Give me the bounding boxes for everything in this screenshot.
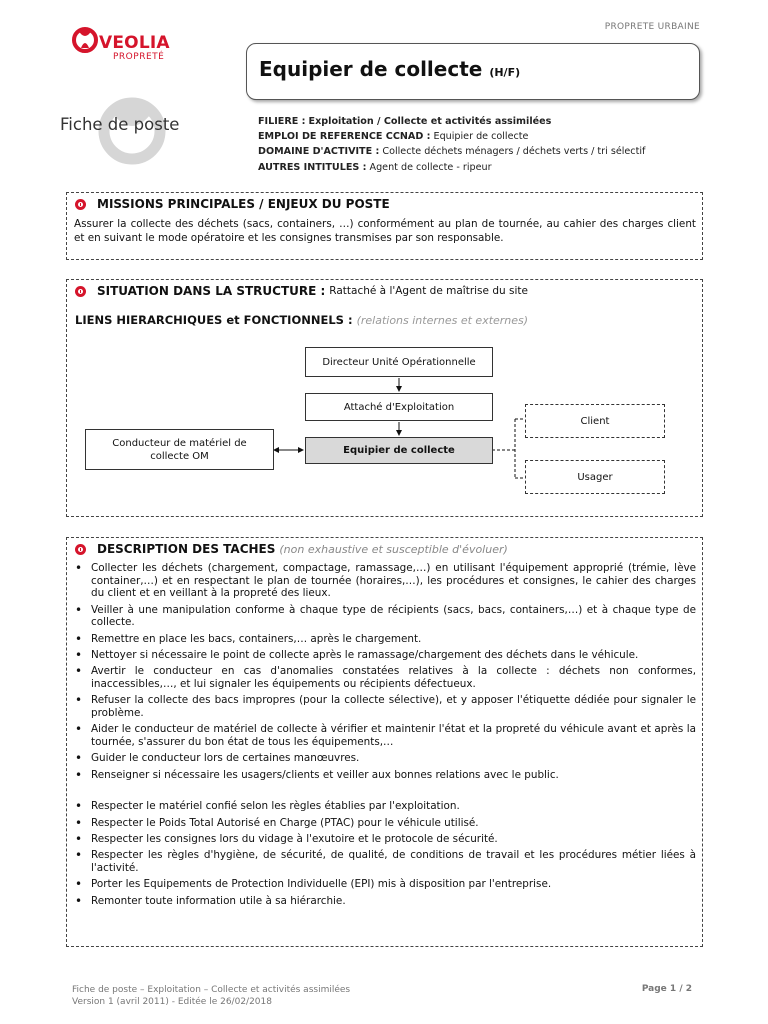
- emploi-label: EMPLOI DE REFERENCE CCNAD :: [258, 131, 431, 143]
- job-title-suffix: (H/F): [489, 66, 521, 79]
- structure-heading-value: Rattaché à l'Agent de maîtrise du site: [329, 285, 528, 297]
- list-item: • Avertir le conducteur en cas d'anomalies constatées relatives à la collecte : déchets non conformes, inaccessibles,…, et lui signaler les équipements ou récipients défectueux.: [74, 665, 696, 690]
- org-node-client: Client: [525, 404, 665, 438]
- org-node-usager: Usager: [525, 460, 665, 494]
- taches-note: (non exhaustive et susceptible d'évoluer): [279, 542, 508, 556]
- section-bullet-icon: [75, 544, 86, 555]
- list-item: • Aider le conducteur de matériel de collecte à vérifier et maintenir l'état et la propreté du véhicule avant et après la tournée, s'assurer du bon état de tous les équipements,…: [74, 723, 696, 748]
- header-info: [258, 114, 645, 175]
- taches-heading: [75, 542, 508, 556]
- list-item: • Remonter toute information utile à sa hiérarchie.: [74, 895, 696, 908]
- autres-label: AUTRES INTITULES :: [258, 161, 367, 173]
- structure-section: [66, 279, 703, 517]
- veolia-logo: [72, 26, 202, 66]
- missions-section: [66, 192, 703, 260]
- taches-section: [66, 537, 703, 947]
- top-label: PROPRETE URBAINE: [604, 22, 700, 32]
- list-item: • Respecter les règles d'hygiène, de sécurité, de qualité, de conditions de travail et les procédures métier liées à l'activité.: [74, 849, 696, 874]
- filiere-line: [258, 114, 645, 129]
- logo-sub: PROPRETÉ: [113, 52, 165, 62]
- page-number: Page 1 / 2: [641, 984, 692, 994]
- domaine-line: [258, 144, 645, 159]
- list-item: • Renseigner si nécessaire les usagers/clients et veiller aux bonnes relations avec le public.: [74, 769, 696, 782]
- org-node-attache: Attaché d'Exploitation: [305, 393, 493, 421]
- missions-heading-text: MISSIONS PRINCIPALES / ENJEUX DU POSTE: [97, 197, 390, 211]
- logo-name: VEOLIA: [99, 33, 170, 53]
- veolia-logo-icon: [72, 26, 98, 56]
- filiere-value: Exploitation / Collecte et activités assimilées: [308, 116, 552, 127]
- autres-value: Agent de collecte - ripeur: [369, 161, 492, 173]
- org-chart: [67, 280, 704, 518]
- list-item: • Veiller à une manipulation conforme à chaque type de récipients (sacs, bacs, containers,…) et à chaque type de collecte.: [74, 604, 696, 629]
- missions-text: Assurer la collecte des déchets (sacs, containers, …) conformément au plan de tournée, au cahier des charges client et en suivant le mode opératoire et les consignes transmises par son responsable.: [74, 218, 696, 244]
- filiere-label: FILIERE :: [258, 116, 306, 127]
- footer: [72, 984, 350, 1008]
- emploi-value: Equipier de collecte: [433, 131, 529, 143]
- list-item: • Respecter le Poids Total Autorisé en Charge (PTAC) pour le véhicule utilisé.: [74, 817, 696, 830]
- domaine-label: DOMAINE D'ACTIVITE :: [258, 146, 380, 158]
- list-item: • Nettoyer si nécessaire le point de collecte après le ramassage/chargement des déchets dans le véhicule.: [74, 649, 696, 662]
- missions-heading: [75, 197, 390, 211]
- taches-heading-text: DESCRIPTION DES TACHES: [97, 542, 276, 556]
- job-title-text: Equipier de collecte: [259, 57, 483, 81]
- liens-label: LIENS HIERARCHIQUES et FONCTIONNELS :: [75, 313, 353, 327]
- autres-line: [258, 160, 645, 175]
- list-item: • Porter les Equipements de Protection Individuelle (EPI) mis à disposition par l'entreprise.: [74, 878, 696, 891]
- list-item: • Refuser la collecte des bacs impropres (pour la collecte sélective), et y apposer l'étiquette dédiée pour signaler le problème.: [74, 694, 696, 719]
- list-item: • Guider le conducteur lors de certaines manœuvres.: [74, 752, 696, 765]
- list-item: • Collecter les déchets (chargement, compactage, ramassage,…) en utilisant l'équipement approprié (trémie, lève container,…) et en respectant le plan de tournée (horaires,…), les procédures et consignes, le cahier des charges du client et en veillant à la propreté des lieux.: [74, 562, 696, 600]
- fiche-title: Fiche de poste: [60, 115, 180, 134]
- emploi-line: [258, 129, 645, 144]
- list-item: • Respecter les consignes lors du vidage à l'exutoire et le protocole de sécurité.: [74, 833, 696, 846]
- footer-line-2: Version 1 (avril 2011) - Editée le 26/02/2018: [72, 997, 272, 1007]
- org-node-equipier: Equipier de collecte: [305, 437, 493, 464]
- list-item: • Remettre en place les bacs, containers,… après le chargement.: [74, 633, 696, 646]
- domaine-value: Collecte déchets ménagers / déchets verts / tri sélectif: [382, 146, 646, 158]
- list-item: • Respecter le matériel confié selon les règles établies par l'exploitation.: [74, 800, 696, 813]
- footer-line-1: Fiche de poste – Exploitation – Collecte et activités assimilées: [72, 985, 351, 995]
- section-bullet-icon: [75, 199, 86, 210]
- job-title-box: [246, 43, 700, 100]
- liens-note: (relations internes et externes): [356, 314, 529, 327]
- task-list: [74, 562, 696, 911]
- org-node-directeur: Directeur Unité Opérationnelle: [305, 347, 493, 377]
- job-title: [259, 57, 520, 81]
- structure-heading-text: SITUATION DANS LA STRUCTURE :: [97, 284, 326, 298]
- org-node-conducteur: Conducteur de matériel de collecte OM: [85, 429, 274, 470]
